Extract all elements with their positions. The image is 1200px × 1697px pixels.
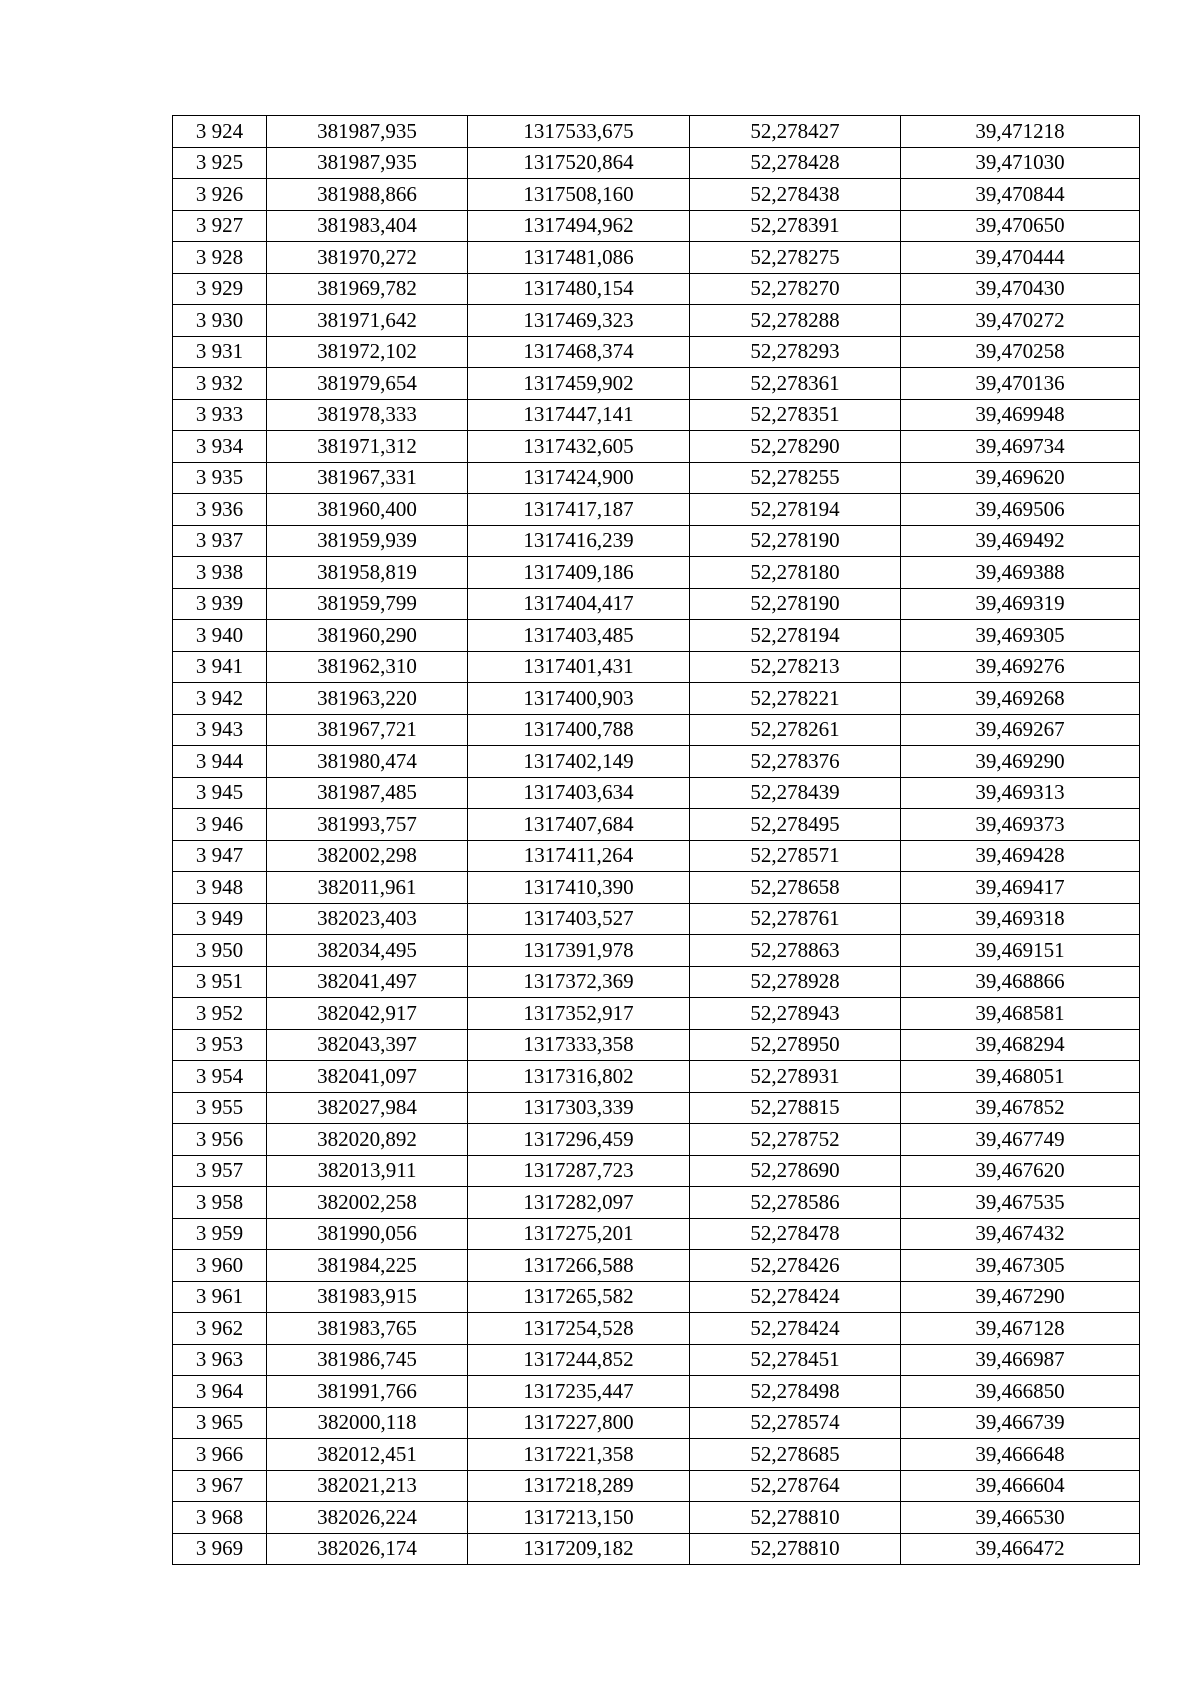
point-number-cell: 3 946 (173, 809, 267, 841)
table-row (173, 1407, 1140, 1439)
x-coordinate-cell: 381959,799 (267, 588, 468, 620)
x-coordinate-cell: 381960,290 (267, 620, 468, 652)
y-coordinate-cell: 1317520,864 (468, 147, 690, 179)
table-row (173, 1439, 1140, 1471)
latitude-cell: 52,278424 (690, 1313, 901, 1345)
x-coordinate-cell: 382026,174 (267, 1533, 468, 1565)
y-coordinate-cell: 1317480,154 (468, 273, 690, 305)
latitude-cell: 52,278439 (690, 777, 901, 809)
point-number-cell: 3 963 (173, 1344, 267, 1376)
longitude-cell: 39,468051 (901, 1061, 1140, 1093)
table-row (173, 1061, 1140, 1093)
latitude-cell: 52,278180 (690, 557, 901, 589)
point-number-cell: 3 928 (173, 242, 267, 274)
table-row (173, 1092, 1140, 1124)
point-number-cell: 3 939 (173, 588, 267, 620)
y-coordinate-cell: 1317209,182 (468, 1533, 690, 1565)
point-number-cell: 3 958 (173, 1187, 267, 1219)
x-coordinate-cell: 381971,312 (267, 431, 468, 463)
y-coordinate-cell: 1317275,201 (468, 1218, 690, 1250)
longitude-cell: 39,469151 (901, 935, 1140, 967)
x-coordinate-cell: 381979,654 (267, 368, 468, 400)
longitude-cell: 39,470844 (901, 179, 1140, 211)
longitude-cell: 39,470136 (901, 368, 1140, 400)
y-coordinate-cell: 1317410,390 (468, 872, 690, 904)
x-coordinate-cell: 381991,766 (267, 1376, 468, 1408)
point-number-cell: 3 944 (173, 746, 267, 778)
table-row (173, 903, 1140, 935)
latitude-cell: 52,278275 (690, 242, 901, 274)
longitude-cell: 39,467749 (901, 1124, 1140, 1156)
latitude-cell: 52,278270 (690, 273, 901, 305)
longitude-cell: 39,471218 (901, 116, 1140, 148)
y-coordinate-cell: 1317316,802 (468, 1061, 690, 1093)
latitude-cell: 52,278943 (690, 998, 901, 1030)
table-row (173, 809, 1140, 841)
table-row (173, 1218, 1140, 1250)
x-coordinate-cell: 382011,961 (267, 872, 468, 904)
table-row (173, 1313, 1140, 1345)
table-row (173, 1250, 1140, 1282)
x-coordinate-cell: 382023,403 (267, 903, 468, 935)
x-coordinate-cell: 381969,782 (267, 273, 468, 305)
latitude-cell: 52,278351 (690, 399, 901, 431)
y-coordinate-cell: 1317508,160 (468, 179, 690, 211)
x-coordinate-cell: 381972,102 (267, 336, 468, 368)
y-coordinate-cell: 1317416,239 (468, 525, 690, 557)
latitude-cell: 52,278764 (690, 1470, 901, 1502)
x-coordinate-cell: 382041,497 (267, 966, 468, 998)
table-row (173, 431, 1140, 463)
table-row (173, 368, 1140, 400)
point-number-cell: 3 934 (173, 431, 267, 463)
point-number-cell: 3 929 (173, 273, 267, 305)
x-coordinate-cell: 381987,935 (267, 116, 468, 148)
latitude-cell: 52,278478 (690, 1218, 901, 1250)
coordinates-table (172, 115, 1140, 1565)
longitude-cell: 39,470258 (901, 336, 1140, 368)
point-number-cell: 3 940 (173, 620, 267, 652)
y-coordinate-cell: 1317218,289 (468, 1470, 690, 1502)
latitude-cell: 52,278498 (690, 1376, 901, 1408)
longitude-cell: 39,468294 (901, 1029, 1140, 1061)
point-number-cell: 3 954 (173, 1061, 267, 1093)
longitude-cell: 39,466604 (901, 1470, 1140, 1502)
longitude-cell: 39,469305 (901, 620, 1140, 652)
point-number-cell: 3 953 (173, 1029, 267, 1061)
latitude-cell: 52,278426 (690, 1250, 901, 1282)
y-coordinate-cell: 1317235,447 (468, 1376, 690, 1408)
latitude-cell: 52,278290 (690, 431, 901, 463)
table-row (173, 1029, 1140, 1061)
x-coordinate-cell: 381993,757 (267, 809, 468, 841)
latitude-cell: 52,278255 (690, 462, 901, 494)
point-number-cell: 3 961 (173, 1281, 267, 1313)
point-number-cell: 3 962 (173, 1313, 267, 1345)
point-number-cell: 3 930 (173, 305, 267, 337)
table-row (173, 683, 1140, 715)
point-number-cell: 3 960 (173, 1250, 267, 1282)
y-coordinate-cell: 1317352,917 (468, 998, 690, 1030)
x-coordinate-cell: 382026,224 (267, 1502, 468, 1534)
latitude-cell: 52,278761 (690, 903, 901, 935)
longitude-cell: 39,466850 (901, 1376, 1140, 1408)
longitude-cell: 39,469373 (901, 809, 1140, 841)
longitude-cell: 39,469318 (901, 903, 1140, 935)
y-coordinate-cell: 1317459,902 (468, 368, 690, 400)
longitude-cell: 39,467305 (901, 1250, 1140, 1282)
longitude-cell: 39,467290 (901, 1281, 1140, 1313)
table-row (173, 116, 1140, 148)
longitude-cell: 39,469267 (901, 714, 1140, 746)
latitude-cell: 52,278586 (690, 1187, 901, 1219)
table-row (173, 273, 1140, 305)
x-coordinate-cell: 381963,220 (267, 683, 468, 715)
y-coordinate-cell: 1317227,800 (468, 1407, 690, 1439)
y-coordinate-cell: 1317266,588 (468, 1250, 690, 1282)
table-row (173, 462, 1140, 494)
point-number-cell: 3 967 (173, 1470, 267, 1502)
latitude-cell: 52,278428 (690, 147, 901, 179)
y-coordinate-cell: 1317221,358 (468, 1439, 690, 1471)
point-number-cell: 3 942 (173, 683, 267, 715)
x-coordinate-cell: 381959,939 (267, 525, 468, 557)
x-coordinate-cell: 381984,225 (267, 1250, 468, 1282)
y-coordinate-cell: 1317409,186 (468, 557, 690, 589)
point-number-cell: 3 938 (173, 557, 267, 589)
longitude-cell: 39,468866 (901, 966, 1140, 998)
latitude-cell: 52,278424 (690, 1281, 901, 1313)
table-row (173, 935, 1140, 967)
x-coordinate-cell: 382002,258 (267, 1187, 468, 1219)
latitude-cell: 52,278438 (690, 179, 901, 211)
longitude-cell: 39,469417 (901, 872, 1140, 904)
table-row (173, 1124, 1140, 1156)
table-row (173, 840, 1140, 872)
table-row (173, 998, 1140, 1030)
longitude-cell: 39,470650 (901, 210, 1140, 242)
x-coordinate-cell: 382013,911 (267, 1155, 468, 1187)
longitude-cell: 39,469319 (901, 588, 1140, 620)
table-row (173, 179, 1140, 211)
table-row (173, 210, 1140, 242)
longitude-cell: 39,469506 (901, 494, 1140, 526)
latitude-cell: 52,278690 (690, 1155, 901, 1187)
y-coordinate-cell: 1317287,723 (468, 1155, 690, 1187)
point-number-cell: 3 933 (173, 399, 267, 431)
y-coordinate-cell: 1317400,903 (468, 683, 690, 715)
table-row (173, 651, 1140, 683)
table-row (173, 1376, 1140, 1408)
latitude-cell: 52,278810 (690, 1502, 901, 1534)
table-row (173, 1502, 1140, 1534)
point-number-cell: 3 945 (173, 777, 267, 809)
longitude-cell: 39,466739 (901, 1407, 1140, 1439)
longitude-cell: 39,469290 (901, 746, 1140, 778)
x-coordinate-cell: 381983,915 (267, 1281, 468, 1313)
x-coordinate-cell: 382000,118 (267, 1407, 468, 1439)
y-coordinate-cell: 1317391,978 (468, 935, 690, 967)
x-coordinate-cell: 382012,451 (267, 1439, 468, 1471)
longitude-cell: 39,468581 (901, 998, 1140, 1030)
y-coordinate-cell: 1317402,149 (468, 746, 690, 778)
longitude-cell: 39,469948 (901, 399, 1140, 431)
y-coordinate-cell: 1317303,339 (468, 1092, 690, 1124)
x-coordinate-cell: 381970,272 (267, 242, 468, 274)
point-number-cell: 3 951 (173, 966, 267, 998)
table-row (173, 714, 1140, 746)
x-coordinate-cell: 381990,056 (267, 1218, 468, 1250)
coordinates-table-body (173, 116, 1140, 1565)
point-number-cell: 3 966 (173, 1439, 267, 1471)
point-number-cell: 3 927 (173, 210, 267, 242)
longitude-cell: 39,466472 (901, 1533, 1140, 1565)
x-coordinate-cell: 382021,213 (267, 1470, 468, 1502)
longitude-cell: 39,467852 (901, 1092, 1140, 1124)
table-row (173, 336, 1140, 368)
point-number-cell: 3 926 (173, 179, 267, 211)
y-coordinate-cell: 1317244,852 (468, 1344, 690, 1376)
x-coordinate-cell: 381987,485 (267, 777, 468, 809)
longitude-cell: 39,469734 (901, 431, 1140, 463)
x-coordinate-cell: 382042,917 (267, 998, 468, 1030)
x-coordinate-cell: 381983,765 (267, 1313, 468, 1345)
latitude-cell: 52,278261 (690, 714, 901, 746)
longitude-cell: 39,470444 (901, 242, 1140, 274)
latitude-cell: 52,278190 (690, 588, 901, 620)
y-coordinate-cell: 1317401,431 (468, 651, 690, 683)
x-coordinate-cell: 382027,984 (267, 1092, 468, 1124)
table-row (173, 1344, 1140, 1376)
x-coordinate-cell: 381958,819 (267, 557, 468, 589)
point-number-cell: 3 931 (173, 336, 267, 368)
longitude-cell: 39,469620 (901, 462, 1140, 494)
table-row (173, 242, 1140, 274)
y-coordinate-cell: 1317411,264 (468, 840, 690, 872)
table-row (173, 305, 1140, 337)
table-row (173, 557, 1140, 589)
longitude-cell: 39,466530 (901, 1502, 1140, 1534)
y-coordinate-cell: 1317407,684 (468, 809, 690, 841)
y-coordinate-cell: 1317468,374 (468, 336, 690, 368)
y-coordinate-cell: 1317494,962 (468, 210, 690, 242)
longitude-cell: 39,469492 (901, 525, 1140, 557)
x-coordinate-cell: 381967,721 (267, 714, 468, 746)
point-number-cell: 3 957 (173, 1155, 267, 1187)
point-number-cell: 3 965 (173, 1407, 267, 1439)
longitude-cell: 39,467620 (901, 1155, 1140, 1187)
point-number-cell: 3 947 (173, 840, 267, 872)
y-coordinate-cell: 1317296,459 (468, 1124, 690, 1156)
latitude-cell: 52,278685 (690, 1439, 901, 1471)
latitude-cell: 52,278863 (690, 935, 901, 967)
x-coordinate-cell: 381988,866 (267, 179, 468, 211)
longitude-cell: 39,469388 (901, 557, 1140, 589)
longitude-cell: 39,469268 (901, 683, 1140, 715)
x-coordinate-cell: 382034,495 (267, 935, 468, 967)
table-row (173, 746, 1140, 778)
latitude-cell: 52,278815 (690, 1092, 901, 1124)
x-coordinate-cell: 382043,397 (267, 1029, 468, 1061)
y-coordinate-cell: 1317403,485 (468, 620, 690, 652)
y-coordinate-cell: 1317447,141 (468, 399, 690, 431)
latitude-cell: 52,278574 (690, 1407, 901, 1439)
x-coordinate-cell: 382041,097 (267, 1061, 468, 1093)
latitude-cell: 52,278221 (690, 683, 901, 715)
table-row (173, 494, 1140, 526)
x-coordinate-cell: 381986,745 (267, 1344, 468, 1376)
latitude-cell: 52,278190 (690, 525, 901, 557)
y-coordinate-cell: 1317533,675 (468, 116, 690, 148)
point-number-cell: 3 952 (173, 998, 267, 1030)
longitude-cell: 39,466648 (901, 1439, 1140, 1471)
y-coordinate-cell: 1317400,788 (468, 714, 690, 746)
latitude-cell: 52,278194 (690, 494, 901, 526)
point-number-cell: 3 948 (173, 872, 267, 904)
x-coordinate-cell: 381967,331 (267, 462, 468, 494)
point-number-cell: 3 969 (173, 1533, 267, 1565)
longitude-cell: 39,469276 (901, 651, 1140, 683)
longitude-cell: 39,466987 (901, 1344, 1140, 1376)
table-row (173, 525, 1140, 557)
y-coordinate-cell: 1317432,605 (468, 431, 690, 463)
y-coordinate-cell: 1317213,150 (468, 1502, 690, 1534)
point-number-cell: 3 955 (173, 1092, 267, 1124)
x-coordinate-cell: 381960,400 (267, 494, 468, 526)
y-coordinate-cell: 1317254,528 (468, 1313, 690, 1345)
latitude-cell: 52,278213 (690, 651, 901, 683)
y-coordinate-cell: 1317481,086 (468, 242, 690, 274)
latitude-cell: 52,278931 (690, 1061, 901, 1093)
y-coordinate-cell: 1317404,417 (468, 588, 690, 620)
longitude-cell: 39,469428 (901, 840, 1140, 872)
point-number-cell: 3 949 (173, 903, 267, 935)
y-coordinate-cell: 1317424,900 (468, 462, 690, 494)
longitude-cell: 39,469313 (901, 777, 1140, 809)
longitude-cell: 39,470272 (901, 305, 1140, 337)
y-coordinate-cell: 1317417,187 (468, 494, 690, 526)
y-coordinate-cell: 1317403,634 (468, 777, 690, 809)
latitude-cell: 52,278658 (690, 872, 901, 904)
point-number-cell: 3 932 (173, 368, 267, 400)
x-coordinate-cell: 381962,310 (267, 651, 468, 683)
point-number-cell: 3 937 (173, 525, 267, 557)
x-coordinate-cell: 381978,333 (267, 399, 468, 431)
table-row (173, 777, 1140, 809)
y-coordinate-cell: 1317265,582 (468, 1281, 690, 1313)
longitude-cell: 39,467535 (901, 1187, 1140, 1219)
table-row (173, 1533, 1140, 1565)
point-number-cell: 3 959 (173, 1218, 267, 1250)
latitude-cell: 52,278194 (690, 620, 901, 652)
latitude-cell: 52,278376 (690, 746, 901, 778)
table-row (173, 1281, 1140, 1313)
latitude-cell: 52,278752 (690, 1124, 901, 1156)
point-number-cell: 3 943 (173, 714, 267, 746)
point-number-cell: 3 968 (173, 1502, 267, 1534)
latitude-cell: 52,278293 (690, 336, 901, 368)
point-number-cell: 3 950 (173, 935, 267, 967)
latitude-cell: 52,278451 (690, 1344, 901, 1376)
x-coordinate-cell: 381980,474 (267, 746, 468, 778)
y-coordinate-cell: 1317282,097 (468, 1187, 690, 1219)
latitude-cell: 52,278427 (690, 116, 901, 148)
latitude-cell: 52,278571 (690, 840, 901, 872)
table-row (173, 966, 1140, 998)
latitude-cell: 52,278950 (690, 1029, 901, 1061)
latitude-cell: 52,278391 (690, 210, 901, 242)
table-row (173, 620, 1140, 652)
point-number-cell: 3 956 (173, 1124, 267, 1156)
longitude-cell: 39,471030 (901, 147, 1140, 179)
y-coordinate-cell: 1317469,323 (468, 305, 690, 337)
table-row (173, 147, 1140, 179)
table-row (173, 399, 1140, 431)
table-row (173, 1187, 1140, 1219)
x-coordinate-cell: 381987,935 (267, 147, 468, 179)
table-row (173, 588, 1140, 620)
longitude-cell: 39,467128 (901, 1313, 1140, 1345)
point-number-cell: 3 936 (173, 494, 267, 526)
latitude-cell: 52,278495 (690, 809, 901, 841)
y-coordinate-cell: 1317403,527 (468, 903, 690, 935)
y-coordinate-cell: 1317333,358 (468, 1029, 690, 1061)
latitude-cell: 52,278288 (690, 305, 901, 337)
y-coordinate-cell: 1317372,369 (468, 966, 690, 998)
latitude-cell: 52,278928 (690, 966, 901, 998)
table-row (173, 1470, 1140, 1502)
latitude-cell: 52,278361 (690, 368, 901, 400)
latitude-cell: 52,278810 (690, 1533, 901, 1565)
point-number-cell: 3 964 (173, 1376, 267, 1408)
longitude-cell: 39,467432 (901, 1218, 1140, 1250)
table-row (173, 1155, 1140, 1187)
x-coordinate-cell: 381983,404 (267, 210, 468, 242)
table-row (173, 872, 1140, 904)
x-coordinate-cell: 382020,892 (267, 1124, 468, 1156)
point-number-cell: 3 925 (173, 147, 267, 179)
point-number-cell: 3 924 (173, 116, 267, 148)
longitude-cell: 39,470430 (901, 273, 1140, 305)
point-number-cell: 3 941 (173, 651, 267, 683)
x-coordinate-cell: 382002,298 (267, 840, 468, 872)
x-coordinate-cell: 381971,642 (267, 305, 468, 337)
point-number-cell: 3 935 (173, 462, 267, 494)
